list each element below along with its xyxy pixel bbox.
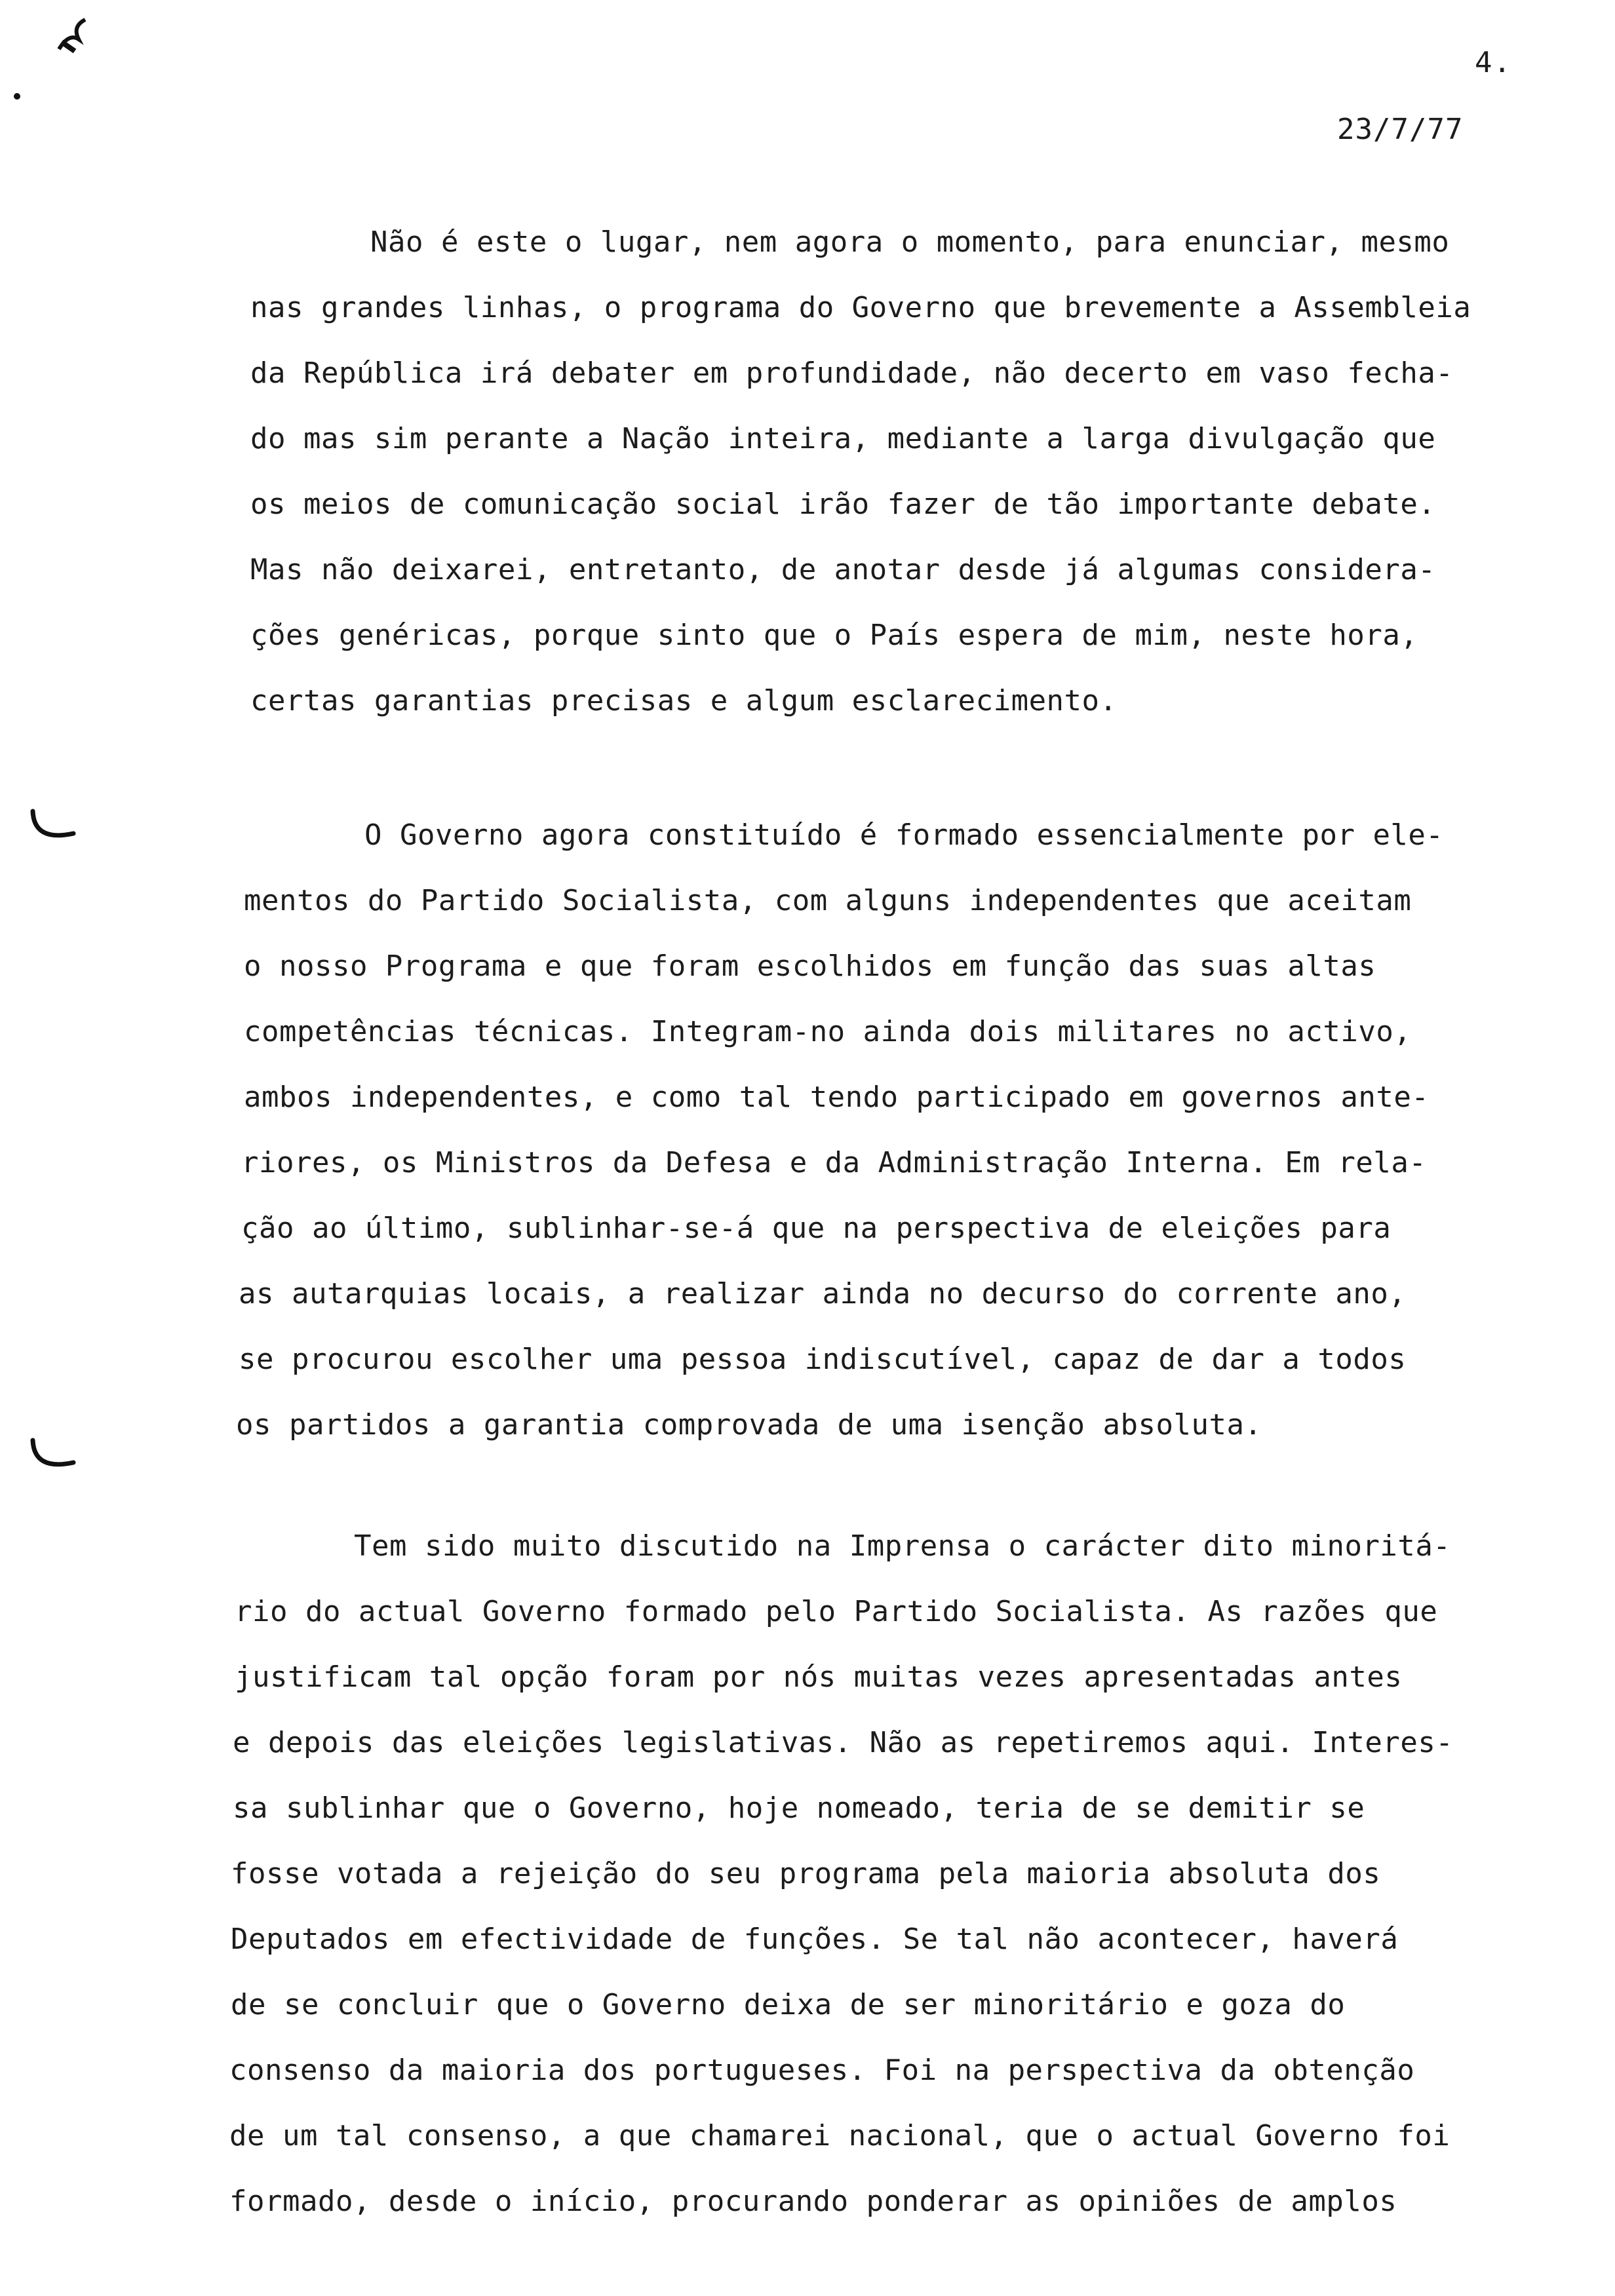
text-line: do mas sim perante a Nação inteira, mediante a larga divulgação que [250, 422, 1436, 455]
text-line: competências técnicas. Integram-no ainda dois militares no activo, [244, 1015, 1412, 1048]
top-left-mark [52, 13, 92, 59]
text-line: de se concluir que o Governo deixa de ser minoritário e goza do [231, 1988, 1346, 2021]
text-line: ambos independentes, e como tal tendo participado em governos ante- [244, 1081, 1430, 1114]
text-line: formado, desde o início, procurando ponderar as opiniões de amplos [229, 2185, 1397, 2218]
page-number: 4. [1475, 46, 1512, 79]
text-line: Tem sido muito discutido na Imprensa o carácter dito minoritá- [354, 1529, 1451, 1563]
text-line: ção ao último, sublinhar-se-á que na perspectiva de eleições para [241, 1212, 1391, 1245]
text-line: fosse votada a rejeição do seu programa pela maioria absoluta dos [231, 1857, 1381, 1890]
text-line: consenso da maioria dos portugueses. Foi na perspectiva da obtenção [229, 2054, 1415, 2087]
text-line: da República irá debater em profundidade, não decerto em vaso fecha- [250, 356, 1454, 390]
text-line: e depois das eleições legislativas. Não as repetiremos aqui. Interes- [233, 1726, 1454, 1759]
text-line: riores, os Ministros da Defesa e da Administração Interna. Em rela- [241, 1146, 1427, 1179]
text-line: certas garantias precisas e algum esclarecimento. [250, 684, 1118, 718]
text-line: de um tal consenso, a que chamarei nacional, que o actual Governo foi [229, 2119, 1450, 2152]
text-line: as autarquias locais, a realizar ainda no decurso do corrente ano, [239, 1277, 1407, 1311]
document-date: 23/7/77 [1337, 113, 1464, 146]
punch-hole-mark-upper [28, 806, 80, 852]
text-line: ções genéricas, porque sinto que o País espera de mim, neste hora, [250, 619, 1418, 652]
text-line: nas grandes linhas, o programa do Governo que brevemente a Assembleia [250, 291, 1471, 324]
text-line: Mas não deixarei, entretanto, de anotar desde já algumas considera- [250, 553, 1436, 586]
text-line: Deputados em efectividade de funções. Se tal não acontecer, haverá [231, 1923, 1399, 1956]
text-line: mentos do Partido Socialista, com alguns independentes que aceitam [244, 884, 1412, 917]
punch-hole-mark-lower [28, 1435, 80, 1481]
text-line: Não é este o lugar, nem agora o momento, para enunciar, mesmo [370, 225, 1450, 259]
text-line: os partidos a garantia comprovada de uma isenção absoluta. [236, 1408, 1262, 1442]
text-line: justificam tal opção foram por nós muitas vezes apresentadas antes [235, 1660, 1403, 1694]
text-line: sa sublinhar que o Governo, hoje nomeado, teria de se demitir se [233, 1791, 1365, 1825]
text-line: O Governo agora constituído é formado essencialmente por ele- [364, 818, 1444, 852]
left-dot-mark [13, 92, 21, 101]
text-line: o nosso Programa e que foram escolhidos em função das suas altas [244, 949, 1376, 983]
text-line: os meios de comunicação social irão fazer de tão importante debate. [250, 488, 1436, 521]
text-line: rio do actual Governo formado pelo Partido Socialista. As razões que [235, 1595, 1438, 1628]
text-line: se procurou escolher uma pessoa indiscutível, capaz de dar a todos [239, 1343, 1407, 1376]
